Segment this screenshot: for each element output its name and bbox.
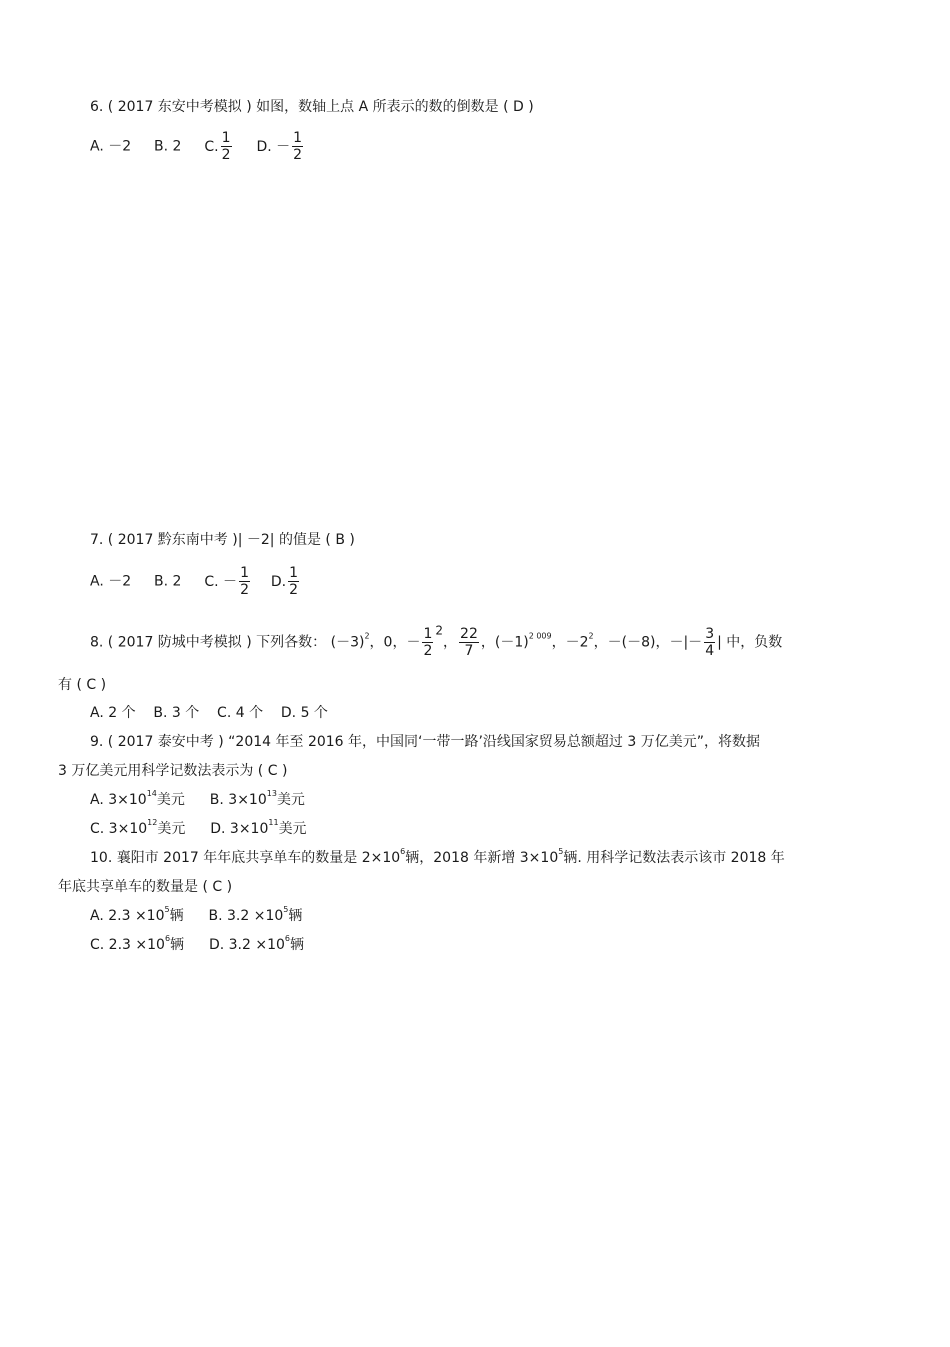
fraction-numerator: 1	[240, 565, 249, 581]
q9-stem-continued: 3 万亿美元用科学记数法表示为 ( C )	[58, 763, 288, 779]
q8-text: ，	[443, 634, 458, 651]
q9-options-row-1	[90, 791, 305, 809]
q8-fraction-2	[459, 626, 479, 659]
q7-option-d[interactable]	[270, 565, 301, 598]
exponent: 5	[558, 847, 564, 856]
q8-fraction-1	[422, 626, 433, 659]
q6-option-b[interactable]: B. 2	[154, 138, 182, 155]
q6-options	[90, 130, 305, 163]
fraction-numerator: 22	[460, 626, 478, 642]
fraction-denominator: 2	[423, 643, 433, 659]
q8-fraction-3	[704, 626, 715, 659]
option-label: D. 3×10	[210, 821, 269, 837]
unit-label: 辆	[169, 908, 184, 924]
fraction-numerator: 1	[423, 626, 433, 642]
q10-stem	[90, 849, 785, 867]
q8-stem-start: 8. ( 2017 防城中考模拟 ) 下列各数： (－3)	[90, 634, 365, 651]
unit-label: 美元	[278, 821, 307, 837]
q6-option-d-fraction	[292, 130, 303, 163]
q10-option-a[interactable]	[90, 905, 184, 924]
unit-label: 美元	[157, 821, 186, 837]
q9-stem: 9. ( 2017 泰安中考 ) “2014 年至 2016 年，中国同‘一带一路’沿线国家贸易总额超过 3 万亿美元”，将数据	[90, 734, 760, 750]
q10-text: 10. 襄阳市 2017 年年底共享单车的数量是 2×10	[90, 850, 401, 866]
q10-options-row-1	[90, 907, 302, 925]
q7-option-c-fraction	[239, 565, 250, 598]
q10-stem-continued: 年底共享单车的数量是 ( C )	[58, 879, 233, 895]
fraction-numerator: 1	[221, 130, 231, 146]
exponent: 2	[588, 631, 594, 641]
q8-text: ，－2	[551, 634, 589, 651]
q7-option-c[interactable]	[204, 565, 256, 598]
unit-label: 美元	[156, 792, 185, 808]
q7-option-d-fraction	[288, 565, 299, 598]
unit-label: 美元	[276, 792, 305, 808]
fraction-numerator: 3	[705, 626, 715, 642]
fraction-denominator: 7	[464, 643, 474, 659]
q6-option-c-label: C.	[204, 138, 219, 155]
q7-option-d-label: D.	[270, 573, 287, 590]
q10-option-c[interactable]	[90, 934, 185, 953]
exponent: 6	[284, 934, 290, 943]
q6-option-a[interactable]: A. －2	[90, 138, 132, 155]
fraction-denominator: 2	[289, 582, 299, 598]
unit-label: 辆	[289, 937, 304, 953]
exponent: 13	[266, 789, 277, 798]
q6-option-c-fraction	[221, 130, 232, 163]
option-label: B. 3.2 ×10	[208, 908, 284, 924]
q6-option-d[interactable]	[256, 130, 305, 163]
q7-option-b[interactable]: B. 2	[154, 573, 182, 590]
unit-label: 辆	[170, 937, 185, 953]
fraction-denominator: 2	[293, 147, 303, 163]
fraction-denominator: 2	[221, 147, 231, 163]
q8-options[interactable]: A. 2 个 B. 3 个 C. 4 个 D. 5 个	[90, 705, 328, 721]
exponent: 6	[164, 934, 171, 943]
q7-option-c-label: C. －	[204, 573, 238, 590]
exponent: 5	[164, 905, 170, 914]
exponent: 2	[435, 623, 444, 638]
option-label: A. 3×10	[90, 792, 147, 808]
exponent: 6	[400, 847, 406, 856]
exponent: 2 009	[528, 631, 552, 641]
q9-option-a[interactable]	[90, 789, 185, 808]
fraction-numerator: 1	[293, 130, 303, 146]
q7-options	[90, 565, 301, 598]
q6-option-c[interactable]	[204, 130, 238, 163]
option-label: B. 3×10	[209, 792, 267, 808]
exponent: 2	[364, 631, 370, 641]
exponent: 14	[146, 789, 157, 798]
unit-label: 辆	[288, 908, 303, 924]
q7-stem: 7. ( 2017 黔东南中考 )| －2| 的值是 ( B )	[90, 532, 355, 548]
q8-text: ，－(－8)，－|－	[593, 634, 703, 651]
q10-option-b[interactable]	[208, 905, 303, 924]
exponent: 12	[147, 818, 158, 827]
q10-text: 辆. 用科学记数法表示该市 2018 年	[563, 850, 785, 866]
fraction-denominator: 2	[240, 582, 249, 598]
q8-stem-continued: 有 ( C )	[58, 677, 107, 693]
q8-stem-end: | 中，负数	[717, 634, 783, 651]
q9-option-d[interactable]	[210, 818, 307, 837]
q10-option-d[interactable]	[208, 934, 304, 953]
q9-option-b[interactable]	[209, 789, 305, 808]
q8-text: ，0，－	[369, 634, 421, 651]
q7-option-a[interactable]: A. －2	[90, 573, 132, 590]
option-label: A. 2.3 ×10	[90, 908, 165, 924]
fraction-numerator: 1	[289, 565, 299, 581]
fraction-denominator: 4	[705, 643, 715, 659]
q10-text: 辆，2018 年新增 3×10	[405, 850, 559, 866]
q6-stem: 6. ( 2017 东安中考模拟 ) 如图，数轴上点 A 所表示的数的倒数是 ( D )	[90, 99, 534, 115]
q9-options-row-2	[90, 820, 307, 838]
option-label: C. 3×10	[90, 821, 148, 837]
q8-stem	[90, 623, 783, 659]
exponent: 5	[283, 905, 289, 914]
q6-option-d-label: D. －	[256, 138, 291, 155]
option-label: D. 3.2 ×10	[208, 937, 285, 953]
q9-option-c[interactable]	[90, 818, 186, 837]
q10-options-row-2	[90, 936, 304, 954]
q8-text: ，(－1)	[480, 634, 529, 651]
exponent: 11	[268, 818, 279, 827]
option-label: C. 2.3 ×10	[90, 937, 165, 953]
